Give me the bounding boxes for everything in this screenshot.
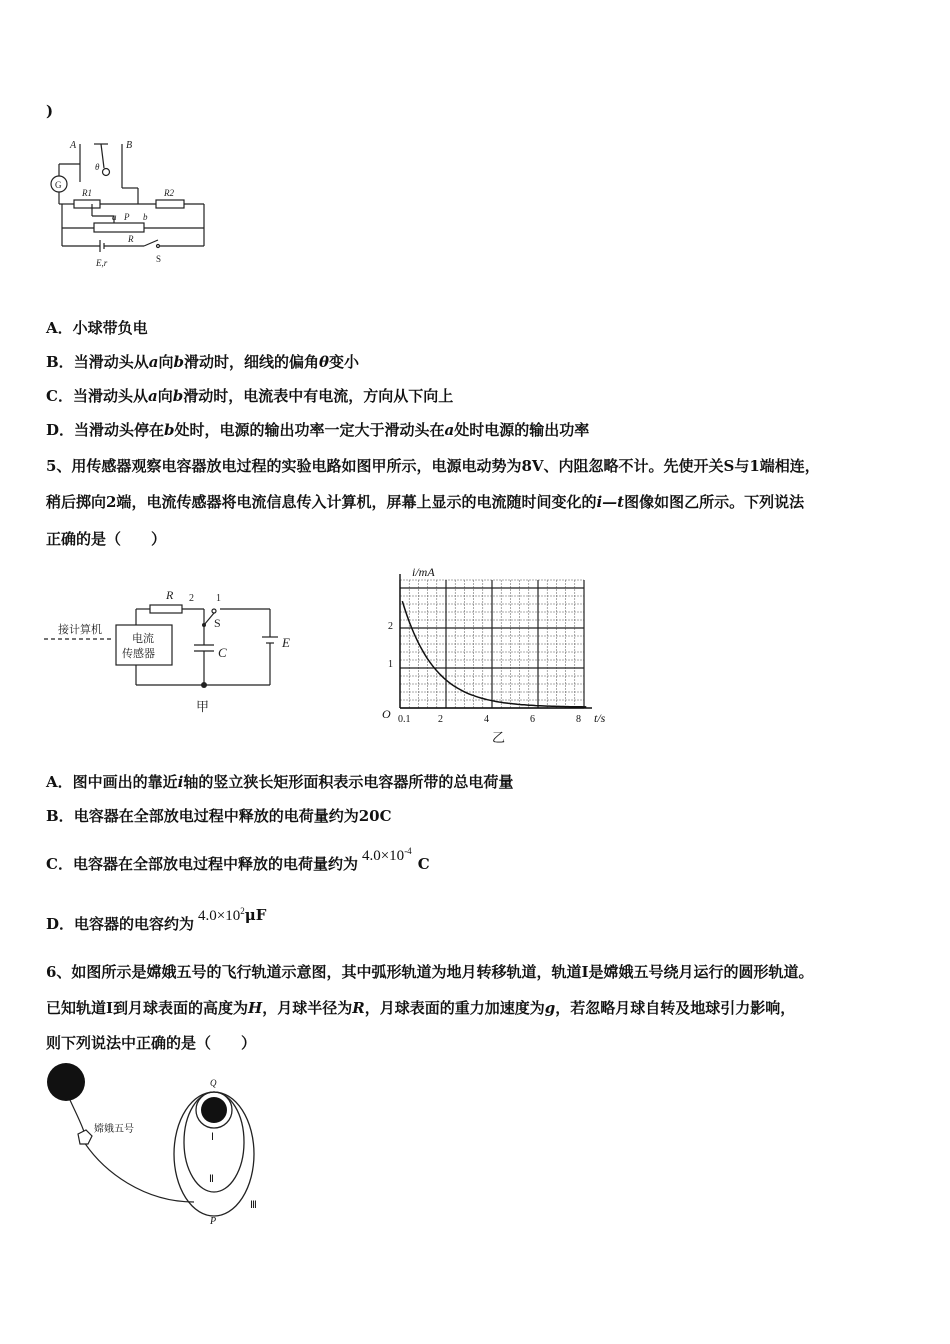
option-text: 小球带负电: [72, 319, 148, 337]
q4-label-a: a: [112, 212, 117, 222]
q4-option-c: [46, 386, 453, 406]
y-tick-1: 1: [388, 659, 393, 670]
option-text: 变小: [328, 353, 359, 371]
q4-option-b: [46, 352, 359, 372]
option-text: 电容器的电容约为: [74, 915, 195, 933]
option-letter: D．: [46, 421, 75, 439]
x-tick-2: 2: [438, 714, 443, 725]
q6-label-I: Ⅰ: [211, 1132, 214, 1143]
option-var: i: [177, 773, 184, 791]
option-exponent: -4: [404, 846, 412, 856]
option-var: θ: [318, 353, 329, 371]
q5-label-sensor2: 传感器: [122, 648, 155, 660]
option-text: 滑动时，细线的偏角: [183, 353, 319, 371]
q6-label-Q: Q: [210, 1078, 217, 1088]
q4-label-R: R: [128, 234, 134, 244]
graph-label-yi: 乙: [492, 730, 506, 745]
option-letter: C．: [46, 855, 73, 873]
moon-icon: [201, 1097, 227, 1123]
q5-circuit-figure: [44, 585, 314, 720]
q4-label-Er: E,r: [96, 258, 108, 268]
q4-label-G: G: [55, 180, 62, 190]
q5-stem-line3: 正确的是（ ）: [46, 530, 167, 548]
q6-label-II: Ⅱ: [209, 1174, 214, 1185]
q6-label-P: P: [210, 1216, 217, 1227]
q6-orbit-figure: [44, 1062, 284, 1232]
q4-label-theta: θ: [95, 162, 100, 172]
option-letter: C．: [46, 387, 73, 405]
q5-option-d: [46, 906, 267, 935]
option-var: a: [147, 387, 158, 405]
stem-text: 稍后掷向2端，电流传感器将电流信息传入计算机，屏幕上显示的电流随时间变化的: [46, 493, 597, 511]
q5-label-2: 2: [189, 593, 194, 604]
option-text: 向: [158, 353, 174, 371]
x-tick-6: 6: [530, 714, 535, 725]
q5-label-R: R: [166, 588, 174, 602]
q4-option-a: [46, 318, 148, 338]
option-var: b: [173, 353, 184, 371]
q4-label-R1: R1: [82, 188, 92, 198]
stem-text: ，若忽略月球自转及地球引力影响，: [555, 999, 796, 1017]
q5-label-jia: 甲: [196, 699, 210, 714]
option-var: a: [148, 353, 159, 371]
q5-label-sensor1: 电流: [132, 633, 154, 645]
option-text: 处时，电源的输出功率一定大于滑动头在: [174, 421, 445, 439]
option-var: b: [164, 421, 175, 439]
option-formula: 4.0×10: [198, 908, 241, 924]
current-decay-curve: [402, 601, 586, 707]
graph-origin: O: [382, 707, 391, 721]
q6-stem-line1: 6、如图所示是嫦娥五号的飞行轨道示意图，其中弧形轨道为地月转移轨道，轨道Ⅰ是嫦娥五号绕月运行的圆形轨道。: [46, 963, 814, 981]
q5-stem-line2: [46, 492, 804, 512]
option-letter: A．: [46, 773, 73, 791]
option-var: a: [444, 421, 455, 439]
option-unit: C: [417, 855, 430, 873]
option-text: 当滑动头从: [73, 353, 149, 371]
q5-stem-line1: 5、用传感器观察电容器放电过程的实验电路如图甲所示，电源电动势为8V、内阻忽略不计。先使开关S与1端相连，: [46, 457, 820, 475]
option-letter: D．: [46, 915, 75, 933]
q6-label-craft: 嫦娥五号: [94, 1124, 134, 1135]
stem-var: g: [544, 999, 556, 1017]
x-tick-8: 8: [576, 714, 581, 725]
q5-label-C: C: [218, 645, 227, 660]
earth-icon: [47, 1063, 85, 1101]
x-tick-0.1: 0.1: [398, 714, 411, 725]
stem-text: 已知轨道Ⅰ到月球表面的高度为: [46, 999, 249, 1017]
q5-option-b: [46, 806, 392, 826]
transfer-orbit: [70, 1100, 194, 1202]
option-text: 当滑动头从: [72, 387, 148, 405]
option-text: 电容器在全部放电过程中释放的电荷量约为: [72, 855, 358, 873]
option-letter: B．: [46, 807, 74, 825]
option-text: 轴的竖立狭长矩形面积表示电容器所带的总电荷量: [183, 773, 514, 791]
q6-stem-line2: [46, 998, 795, 1018]
option-unit: μF: [244, 906, 267, 924]
option-text: 向: [157, 387, 173, 405]
q5-option-a: [46, 772, 513, 792]
stem-text: 图像如图乙所示。下列说法: [624, 493, 805, 511]
option-text: 处时电源的输出功率: [454, 421, 590, 439]
option-text: 滑动时，电流表中有电流，方向从下向上: [183, 387, 454, 405]
spacecraft-icon: [78, 1130, 92, 1144]
q4-label-P: P: [124, 212, 130, 222]
q6-label-III: Ⅲ: [250, 1200, 257, 1211]
option-var: b: [172, 387, 184, 405]
option-letter: A．: [46, 319, 73, 337]
q5-option-c: [46, 846, 430, 875]
q5-label-S: S: [214, 616, 221, 630]
q5-label-computer: 接计算机: [58, 624, 102, 636]
x-tick-4: 4: [484, 714, 489, 725]
graph-y-label: i/mA: [412, 565, 435, 579]
q4-label-R2: R2: [164, 188, 174, 198]
stem-var: R: [352, 999, 365, 1017]
stem-var: H: [248, 999, 263, 1017]
q6-stem-line3: 则下列说法中正确的是（ ）: [46, 1034, 257, 1052]
option-text: 图中画出的靠近: [72, 773, 178, 791]
option-letter: B．: [46, 353, 74, 371]
y-tick-2: 2: [388, 621, 393, 632]
q4-label-B: B: [126, 140, 133, 151]
q5-label-E: E: [282, 635, 290, 650]
option-text: 电容器在全部放电过程中释放的电荷量约为20C: [73, 807, 392, 825]
q4-label-S: S: [156, 254, 162, 264]
q5-label-1: 1: [216, 593, 221, 604]
q4-label-b: b: [143, 212, 148, 222]
q4-option-d: [46, 420, 589, 440]
q4-circuit-figure: [44, 132, 214, 272]
option-formula: 4.0×10: [361, 848, 405, 864]
graph-x-label: t/s: [594, 711, 606, 725]
option-exponent: 2: [240, 906, 245, 916]
stem-text: ，月球半径为: [262, 999, 353, 1017]
stem-var: i—t: [596, 493, 625, 511]
q4-label-A: A: [70, 140, 77, 151]
option-text: 当滑动头停在: [74, 421, 165, 439]
stem-text: ，月球表面的重力加速度为: [364, 999, 545, 1017]
q5-it-graph: [380, 560, 630, 750]
continued-paren: ): [46, 102, 54, 120]
